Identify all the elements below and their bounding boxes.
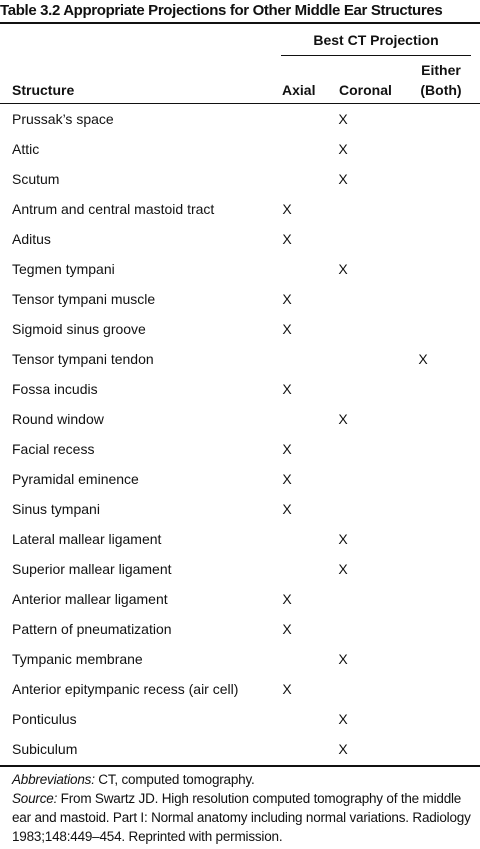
table-row xyxy=(0,224,480,254)
table-row xyxy=(0,404,480,434)
structure-cell: Aditus xyxy=(12,231,51,247)
coronal-cell: X xyxy=(338,261,348,277)
structure-cell: Attic xyxy=(12,141,40,157)
table-row xyxy=(0,314,480,344)
coronal-cell: X xyxy=(338,411,348,427)
coronal-cell: X xyxy=(338,141,348,157)
table-body xyxy=(0,104,480,764)
structure-cell: Tympanic membrane xyxy=(12,651,143,667)
structure-cell: Scutum xyxy=(12,171,60,187)
structure-cell: Anterior mallear ligament xyxy=(12,591,168,607)
table-bottom-rule xyxy=(0,765,480,767)
coronal-cell: X xyxy=(338,531,348,547)
axial-cell: X xyxy=(282,231,292,247)
either-cell: X xyxy=(418,351,428,367)
column-header-coronal: Coronal xyxy=(339,82,392,98)
coronal-cell: X xyxy=(338,561,348,577)
table-row xyxy=(0,734,480,764)
table-row xyxy=(0,344,480,374)
structure-cell: Tegmen tympani xyxy=(12,261,115,277)
structure-cell: Antrum and central mastoid tract xyxy=(12,201,215,217)
table-row xyxy=(0,464,480,494)
structure-cell: Tensor tympani muscle xyxy=(12,291,156,307)
coronal-cell: X xyxy=(338,651,348,667)
table-row xyxy=(0,704,480,734)
column-header-either-line1: Either xyxy=(421,62,461,78)
table-row xyxy=(0,434,480,464)
column-header-structure: Structure xyxy=(12,82,75,98)
table-row xyxy=(0,374,480,404)
group-header-best-ct-projection: Best CT Projection xyxy=(313,32,439,48)
coronal-cell: X xyxy=(338,741,348,757)
coronal-cell: X xyxy=(338,171,348,187)
table-footnotes xyxy=(12,770,474,846)
table-row xyxy=(0,134,480,164)
structure-cell: Round window xyxy=(12,411,104,427)
coronal-cell: X xyxy=(338,711,348,727)
structure-cell: Facial recess xyxy=(12,441,95,457)
axial-cell: X xyxy=(282,621,292,637)
axial-cell: X xyxy=(282,471,292,487)
structure-cell: Anterior epitympanic recess (air cell) xyxy=(12,681,239,697)
table-row xyxy=(0,644,480,674)
table-row xyxy=(0,674,480,704)
structure-cell: Pyramidal eminence xyxy=(12,471,139,487)
structure-cell: Subiculum xyxy=(12,741,78,757)
column-header-axial: Axial xyxy=(282,82,316,98)
structure-cell: Sigmoid sinus groove xyxy=(12,321,146,337)
axial-cell: X xyxy=(282,441,292,457)
axial-cell: X xyxy=(282,591,292,607)
axial-cell: X xyxy=(282,201,292,217)
source-label: Source: xyxy=(12,791,58,806)
axial-cell: X xyxy=(282,501,292,517)
title-rule xyxy=(0,22,480,24)
table-row xyxy=(0,194,480,224)
structure-cell: Tensor tympani tendon xyxy=(12,351,154,367)
table-row xyxy=(0,254,480,284)
table-row xyxy=(0,524,480,554)
axial-cell: X xyxy=(282,381,292,397)
structure-cell: Prussak’s space xyxy=(12,111,114,127)
source-text: From Swartz JD. High resolution computed tomography of the middle ear and mastoid. Part I: Normal anatomy including normal variations. Radiology 1983;148:449–454. Reprinted with permission. xyxy=(12,791,471,844)
table-row xyxy=(0,104,480,134)
axial-cell: X xyxy=(282,681,292,697)
column-header-either-line2: (Both) xyxy=(420,82,462,98)
coronal-cell: X xyxy=(338,111,348,127)
group-header-rule xyxy=(281,55,471,56)
table-title: Table 3.2 Appropriate Projections for Other Middle Ear Structures xyxy=(0,2,443,19)
structure-cell: Pattern of pneumatization xyxy=(12,621,172,637)
structure-cell: Sinus tympani xyxy=(12,501,100,517)
table-row xyxy=(0,554,480,584)
structure-cell: Superior mallear ligament xyxy=(12,561,172,577)
table-row xyxy=(0,584,480,614)
axial-cell: X xyxy=(282,321,292,337)
table-row xyxy=(0,494,480,524)
structure-cell: Lateral mallear ligament xyxy=(12,531,162,547)
axial-cell: X xyxy=(282,291,292,307)
abbreviations-label: Abbreviations: xyxy=(12,772,95,787)
abbreviations-note xyxy=(12,770,474,789)
structure-cell: Ponticulus xyxy=(12,711,77,727)
structure-cell: Fossa incudis xyxy=(12,381,98,397)
source-note xyxy=(12,789,474,846)
table-row xyxy=(0,614,480,644)
table-row xyxy=(0,164,480,194)
abbreviations-text: CT, computed tomography. xyxy=(94,772,255,787)
table-row xyxy=(0,284,480,314)
